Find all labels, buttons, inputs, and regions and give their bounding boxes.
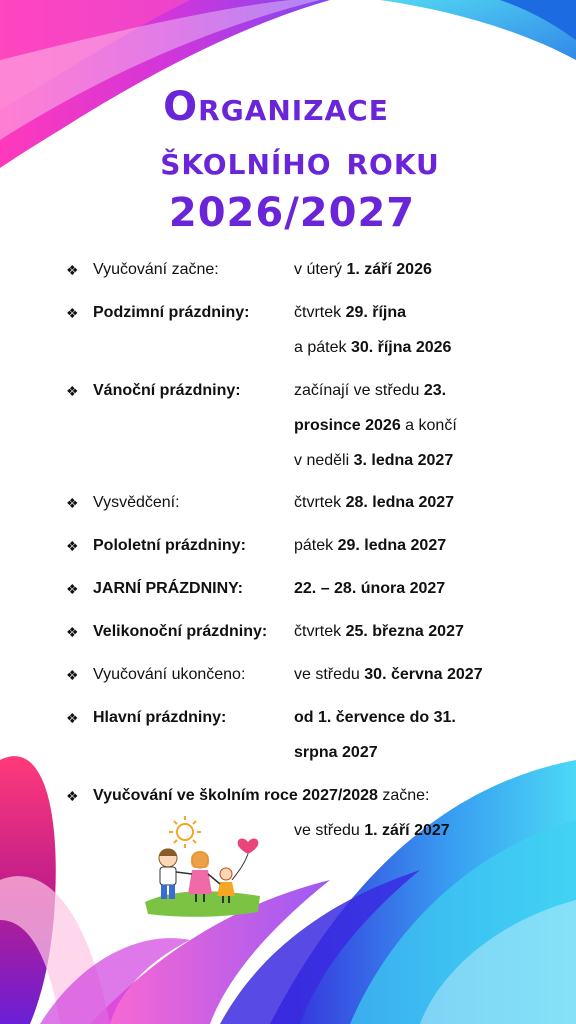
list-item-continuation	[0, 337, 576, 361]
item-label: Vyučování ukončeno:	[93, 666, 246, 683]
item-value: srpna 2027	[294, 744, 378, 761]
diamond-bullet-icon: ❖	[66, 667, 79, 683]
item-value: od 1. července do 31.	[294, 709, 456, 726]
title-line-2: školního roku	[160, 138, 440, 184]
item-value: čtvrtek 29. října	[294, 304, 407, 321]
item-value: 22. – 28. února 2027	[294, 580, 446, 597]
list-item	[0, 578, 576, 602]
item-label: Vysvědčení:	[93, 494, 180, 511]
item-label: Pololetní prázdniny:	[93, 537, 246, 554]
list-item-continuation	[0, 820, 576, 844]
item-label: Podzimní prázdniny:	[93, 304, 250, 321]
list-item	[0, 492, 576, 516]
diamond-bullet-icon: ❖	[66, 495, 79, 511]
list-item	[0, 380, 576, 404]
diamond-bullet-icon: ❖	[66, 305, 79, 321]
item-label: Hlavní prázdniny:	[93, 709, 227, 726]
diamond-bullet-icon: ❖	[66, 538, 79, 554]
item-value: čtvrtek 25. března 2027	[294, 623, 464, 640]
list-item	[0, 707, 576, 731]
item-label: Vánoční prázdniny:	[93, 382, 241, 399]
item-label: Vyučování ve školním roce 2027/2028 začne:	[93, 787, 430, 804]
diamond-bullet-icon: ❖	[66, 710, 79, 726]
list-item-continuation	[0, 742, 576, 766]
list-item	[0, 621, 576, 645]
item-value: ve středu 1. září 2027	[294, 822, 450, 839]
list-item	[0, 785, 576, 809]
diamond-bullet-icon: ❖	[66, 624, 79, 640]
diamond-bullet-icon: ❖	[66, 788, 79, 804]
item-value: prosince 2026 a končí	[294, 417, 457, 434]
family-drawing-illustration	[140, 810, 265, 920]
item-value: pátek 29. ledna 2027	[294, 537, 447, 554]
list-item-continuation	[0, 450, 576, 474]
item-value: v úterý 1. září 2026	[294, 261, 432, 278]
item-label: Vyučování začne:	[93, 261, 219, 278]
item-value: v neděli 3. ledna 2027	[294, 452, 454, 469]
list-item-continuation	[0, 415, 576, 439]
list-item	[0, 535, 576, 559]
list-item	[0, 664, 576, 688]
item-label: Velikonoční prázdniny:	[93, 623, 268, 640]
title-line-1: Organizace	[163, 84, 389, 130]
diamond-bullet-icon: ❖	[66, 383, 79, 399]
list-item	[0, 302, 576, 326]
diamond-bullet-icon: ❖	[66, 581, 79, 597]
item-label: JARNÍ PRÁZDNINY:	[93, 580, 243, 597]
item-value: začínají ve středu 23.	[294, 382, 447, 399]
item-value: a pátek 30. října 2026	[294, 339, 452, 356]
title-line-3: 2026/2027	[168, 190, 416, 236]
item-value: čtvrtek 28. ledna 2027	[294, 494, 455, 511]
list-item	[0, 259, 576, 283]
item-value: ve středu 30. června 2027	[294, 666, 483, 683]
diamond-bullet-icon: ❖	[66, 262, 79, 278]
